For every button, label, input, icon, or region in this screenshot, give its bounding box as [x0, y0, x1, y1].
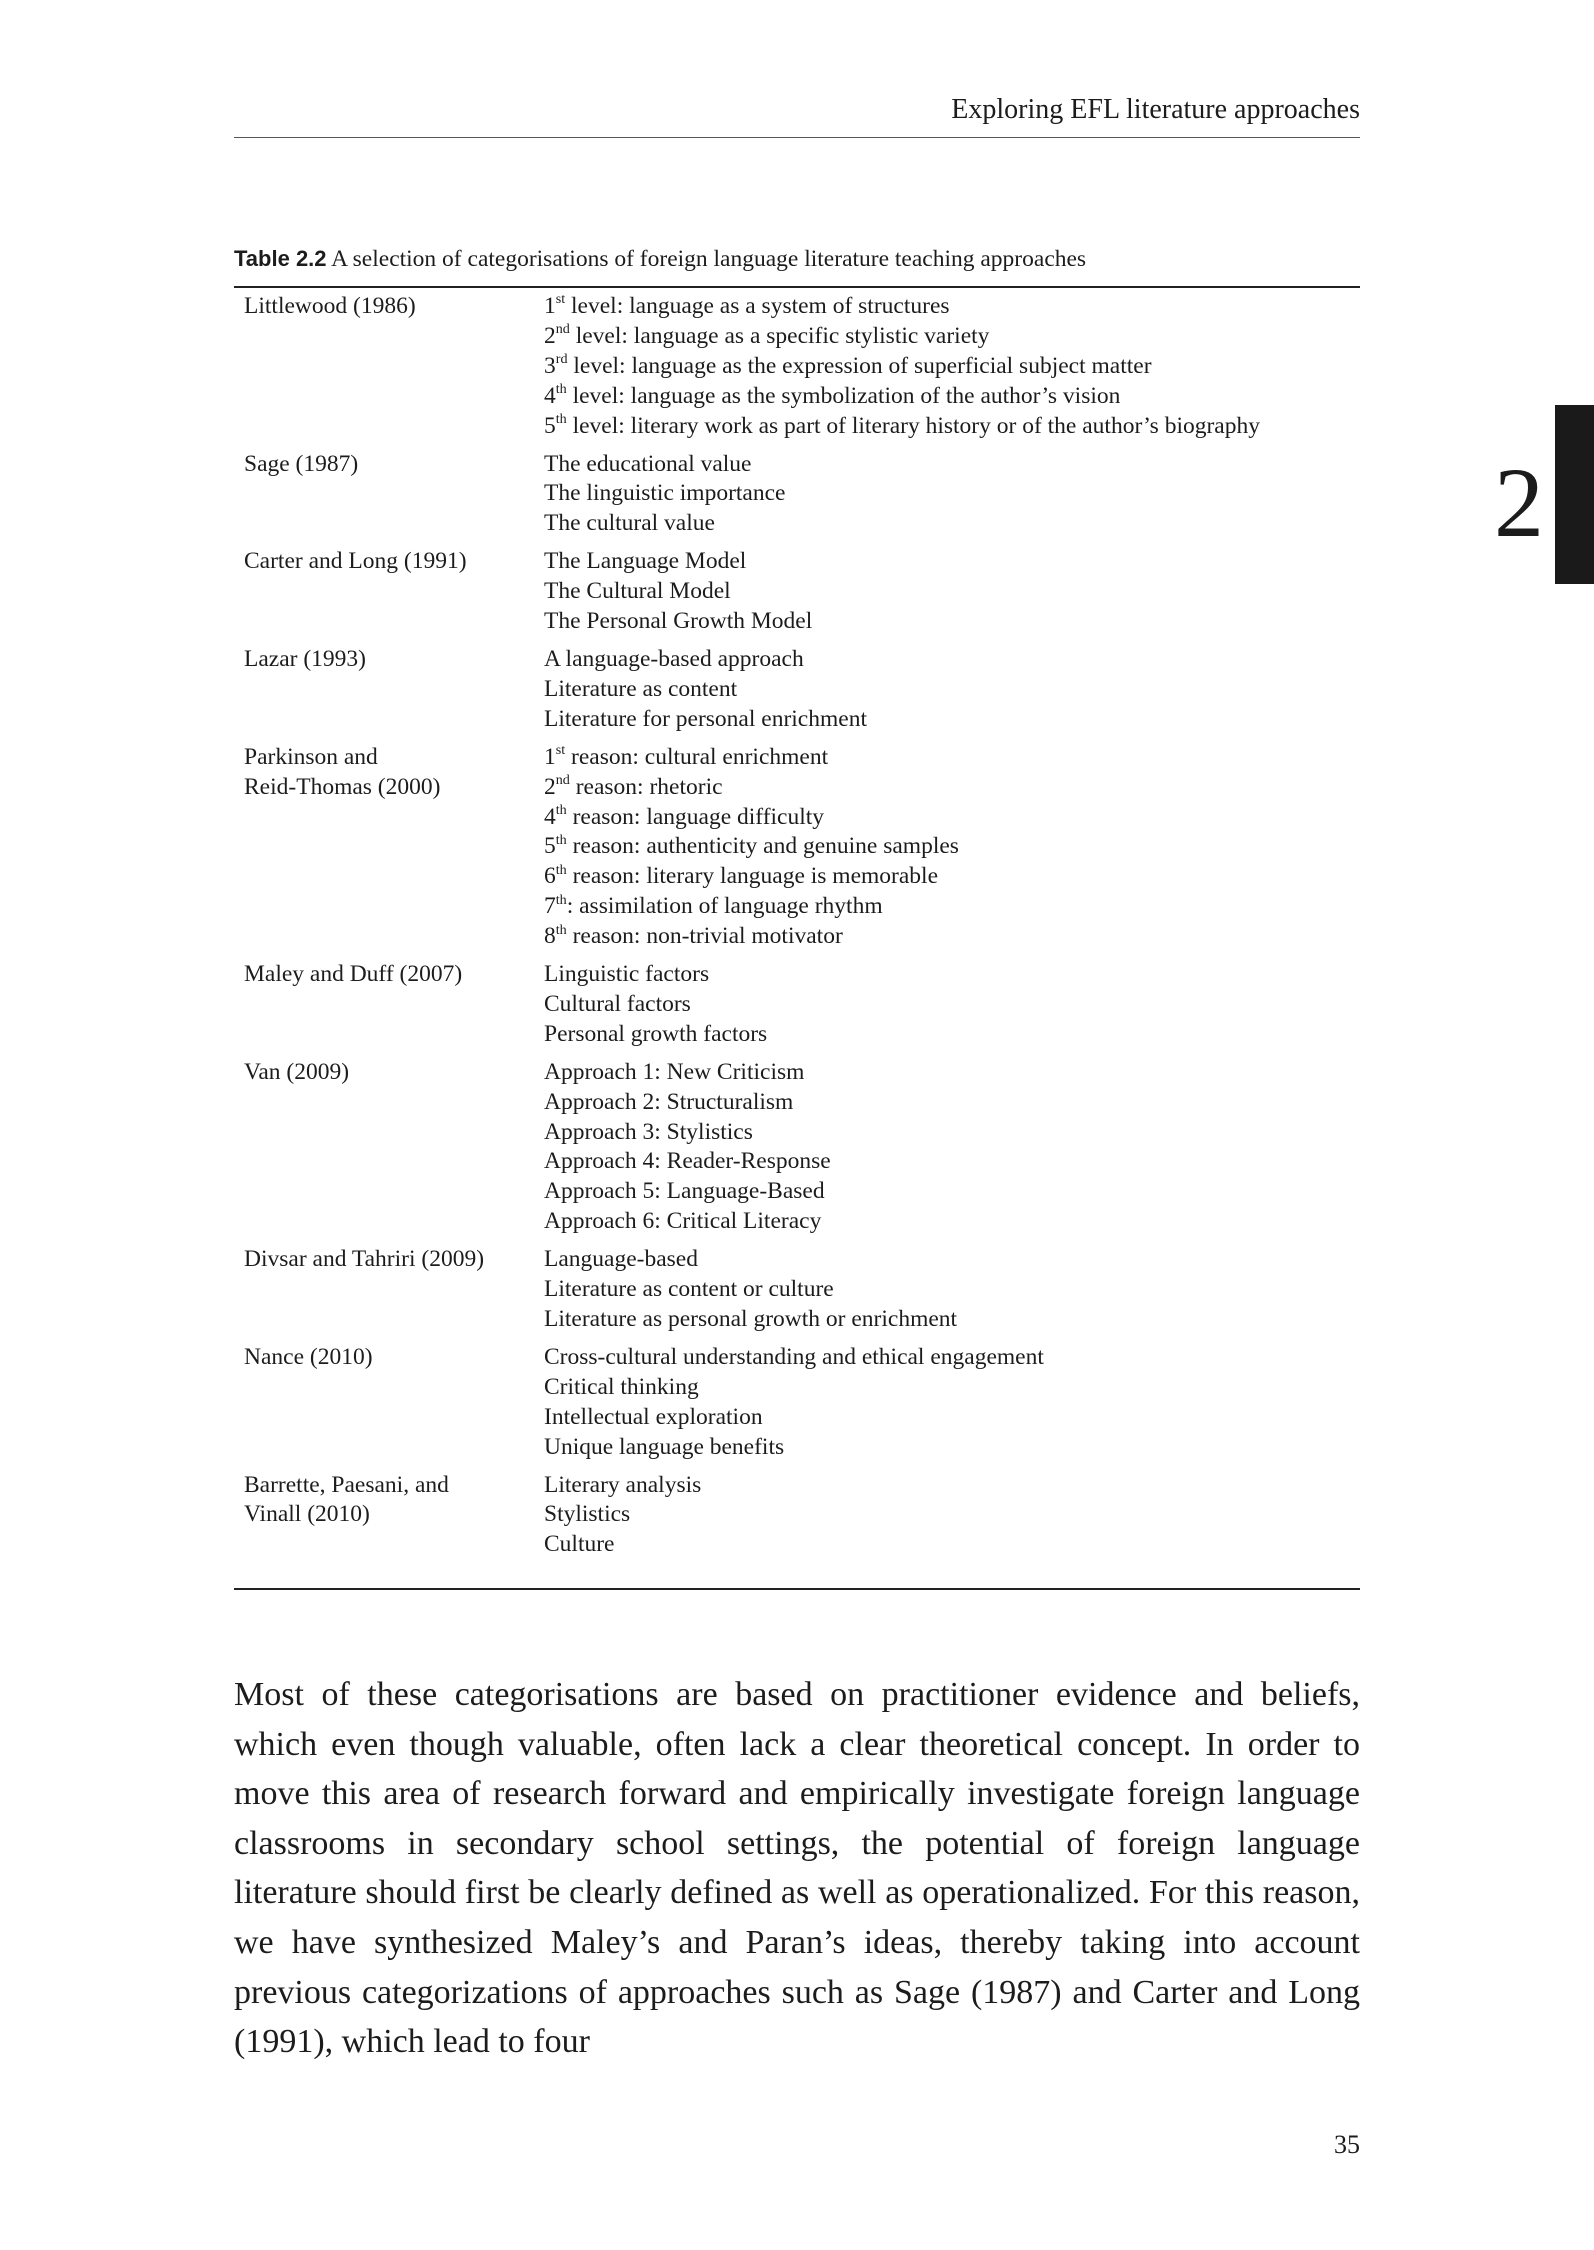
category-text: reason: authenticity and genuine samples	[566, 833, 959, 860]
ordinal-suffix: th	[555, 381, 567, 398]
category-text: The educational value	[544, 450, 752, 477]
table-row	[234, 292, 1360, 442]
category-item	[544, 450, 1360, 480]
table-cell-author	[234, 960, 544, 1050]
table-caption-label: Table 2.2	[234, 246, 327, 271]
chapter-number: 2	[1494, 447, 1544, 558]
table-top-rule	[234, 286, 1360, 288]
category-item	[544, 1500, 1360, 1530]
category-item	[544, 892, 1360, 922]
category-item	[544, 1207, 1360, 1237]
table-row	[234, 547, 1360, 637]
ordinal-number: 1	[544, 293, 556, 319]
ordinal-number: 7	[544, 893, 556, 920]
category-text: Language-based	[544, 1246, 698, 1273]
category-text: reason: language difficulty	[566, 803, 825, 830]
category-item	[544, 412, 1360, 442]
page-number: 35	[1334, 2130, 1360, 2159]
category-text: The Language Model	[544, 548, 747, 575]
chapter-thumb-tab	[1555, 405, 1594, 584]
author-line: Maley and Duff (2007)	[244, 961, 463, 988]
ordinal-number: 6	[544, 863, 556, 890]
header-rule	[234, 137, 1360, 138]
category-text: level: language as the expression of superficial subject matter	[567, 352, 1152, 379]
category-text: Literature as content	[544, 675, 738, 702]
table-cell-author	[234, 450, 544, 540]
category-item	[544, 1373, 1360, 1403]
table-cell-author	[234, 743, 544, 952]
ordinal-number: 4	[544, 803, 556, 830]
category-item	[544, 990, 1360, 1020]
table-cell-categories	[544, 1343, 1360, 1463]
category-item	[544, 1403, 1360, 1433]
category-text: Approach 4: Reader-Response	[544, 1148, 831, 1175]
table-cell-categories	[544, 960, 1360, 1050]
category-item	[544, 832, 1360, 862]
ordinal-suffix: th	[555, 921, 567, 938]
category-text: The linguistic importance	[544, 480, 786, 507]
category-item	[544, 1020, 1360, 1050]
category-text: : assimilation of language rhythm	[566, 893, 883, 920]
category-text: level: language as the symbolization of the author’s vision	[566, 382, 1121, 409]
category-item	[544, 1147, 1360, 1177]
category-text: level: language as a system of structures	[565, 293, 950, 319]
category-item	[544, 577, 1360, 607]
author-line: Van (2009)	[244, 1058, 350, 1085]
table-row	[234, 1343, 1360, 1463]
category-text: Literary analysis	[544, 1471, 702, 1498]
author-line: Vinall (2010)	[244, 1501, 370, 1528]
table-row	[234, 645, 1360, 735]
author-line: Littlewood (1986)	[244, 293, 416, 319]
category-text: A language-based approach	[544, 645, 804, 672]
ordinal-number: 5	[544, 412, 556, 439]
table-row	[234, 1471, 1360, 1561]
ordinal-suffix: st	[555, 291, 566, 308]
author-line: Sage (1987)	[244, 450, 359, 477]
category-text: level: literary work as part of literary history or of the author’s biography	[566, 412, 1260, 439]
table-cell-author	[234, 1471, 544, 1561]
table-caption-text: A selection of categorisations of foreign language literature teaching approaches	[326, 246, 1087, 272]
category-text: Approach 3: Stylistics	[544, 1118, 753, 1145]
category-item	[544, 1530, 1360, 1560]
category-text: Approach 6: Critical Literacy	[544, 1208, 822, 1235]
ordinal-number: 2	[544, 322, 556, 349]
table-cell-categories	[544, 645, 1360, 735]
table-row	[234, 1245, 1360, 1335]
category-item	[544, 1245, 1360, 1275]
author-line: Lazar (1993)	[244, 645, 366, 672]
category-item	[544, 292, 1360, 322]
category-text: reason: cultural enrichment	[565, 743, 829, 770]
ordinal-suffix: th	[555, 831, 567, 848]
table-row	[234, 743, 1360, 952]
category-text: Culture	[544, 1531, 615, 1558]
table-cell-author	[234, 1343, 544, 1463]
category-text: Unique language benefits	[544, 1433, 785, 1460]
category-item	[544, 322, 1360, 352]
category-text: reason: literary language is memorable	[566, 863, 939, 890]
category-text: Stylistics	[544, 1501, 631, 1528]
table-cell-author	[234, 1245, 544, 1335]
category-item	[544, 1305, 1360, 1335]
category-text: The cultural value	[544, 510, 715, 537]
category-item	[544, 1058, 1360, 1088]
table-cell-categories	[544, 450, 1360, 540]
ordinal-number: 4	[544, 382, 556, 409]
category-item	[544, 1275, 1360, 1305]
category-text: Critical thinking	[544, 1373, 699, 1400]
category-item	[544, 773, 1360, 803]
table-cell-author	[234, 645, 544, 735]
author-line: Nance (2010)	[244, 1343, 373, 1370]
table-cell-author	[234, 292, 544, 442]
table-row	[234, 960, 1360, 1050]
category-item	[544, 1177, 1360, 1207]
category-item	[544, 1088, 1360, 1118]
category-item	[544, 862, 1360, 892]
category-item	[544, 705, 1360, 735]
running-header: Exploring EFL literature approaches	[951, 94, 1360, 125]
category-item	[544, 547, 1360, 577]
category-item	[544, 352, 1360, 382]
table-cell-author	[234, 547, 544, 637]
category-item	[544, 382, 1360, 412]
category-item	[544, 803, 1360, 833]
author-line: Parkinson and	[244, 743, 378, 770]
author-line: Reid-Thomas (2000)	[244, 773, 441, 800]
table-cell-categories	[544, 743, 1360, 952]
ordinal-suffix: nd	[555, 772, 570, 789]
category-item	[544, 479, 1360, 509]
author-line: Barrette, Paesani, and	[244, 1471, 449, 1498]
table-bottom-rule	[234, 1588, 1360, 1590]
table-cell-categories	[544, 292, 1360, 442]
category-text: Approach 5: Language-Based	[544, 1178, 825, 1205]
category-item	[544, 1471, 1360, 1501]
category-item	[544, 509, 1360, 539]
category-item	[544, 922, 1360, 952]
category-text: Literature for personal enrichment	[544, 705, 867, 732]
table-caption	[234, 243, 1360, 275]
table-row	[234, 1058, 1360, 1237]
table-cell-author	[234, 1058, 544, 1237]
ordinal-suffix: th	[555, 411, 567, 428]
body-paragraph: Most of these categorisations are based on practitioner evidence and beliefs, which even though valuable, often lack a clear theoretical concept. In order to move this area of research forward and empirically investigate foreign language classrooms in secondary school settings, the potential of foreign language literature should first be clearly defined as well as operationalized. For this reason, we have synthesized Maley’s and Paran’s ideas, thereby taking into account previous categorizations of approaches such as Sage (1987) and Carter and Long (1991), which lead to four	[234, 1676, 1360, 2061]
category-text: Approach 1: New Criticism	[544, 1058, 805, 1085]
ordinal-number: 3	[544, 352, 556, 379]
category-text: level: language as a specific stylistic variety	[569, 322, 990, 349]
category-item	[544, 743, 1360, 773]
category-text: Cross-cultural understanding and ethical engagement	[544, 1343, 1044, 1370]
categorisation-table	[234, 292, 1360, 1568]
category-text: Personal growth factors	[544, 1020, 768, 1047]
category-item	[544, 675, 1360, 705]
category-item	[544, 1433, 1360, 1463]
category-item	[544, 645, 1360, 675]
table-cell-categories	[544, 1245, 1360, 1335]
category-text: Literature as content or culture	[544, 1276, 834, 1303]
ordinal-suffix: nd	[555, 321, 570, 338]
category-item	[544, 960, 1360, 990]
category-item	[544, 607, 1360, 637]
category-text: The Personal Growth Model	[544, 608, 813, 635]
ordinal-number: 5	[544, 833, 556, 860]
table-cell-categories	[544, 1058, 1360, 1237]
category-text: Intellectual exploration	[544, 1403, 763, 1430]
author-line: Carter and Long (1991)	[244, 548, 467, 575]
category-text: reason: rhetoric	[569, 773, 723, 800]
ordinal-suffix: st	[555, 742, 566, 759]
table-cell-categories	[544, 547, 1360, 637]
category-text: Linguistic factors	[544, 961, 710, 988]
table-row	[234, 450, 1360, 540]
category-item	[544, 1118, 1360, 1148]
ordinal-number: 2	[544, 773, 556, 800]
category-item	[544, 1343, 1360, 1373]
category-text: reason: non-trivial motivator	[566, 923, 843, 950]
ordinal-suffix: th	[555, 861, 567, 878]
category-text: Literature as personal growth or enrichment	[544, 1306, 958, 1332]
ordinal-suffix: th	[555, 891, 567, 908]
category-text: The Cultural Model	[544, 578, 731, 605]
ordinal-suffix: th	[555, 801, 567, 818]
author-line: Divsar and Tahriri (2009)	[244, 1246, 485, 1273]
ordinal-number: 8	[544, 923, 556, 950]
category-text: Cultural factors	[544, 990, 691, 1017]
table-cell-categories	[544, 1471, 1360, 1561]
ordinal-suffix: rd	[555, 351, 568, 368]
category-text: Approach 2: Structuralism	[544, 1088, 794, 1115]
ordinal-number: 1	[544, 743, 556, 770]
